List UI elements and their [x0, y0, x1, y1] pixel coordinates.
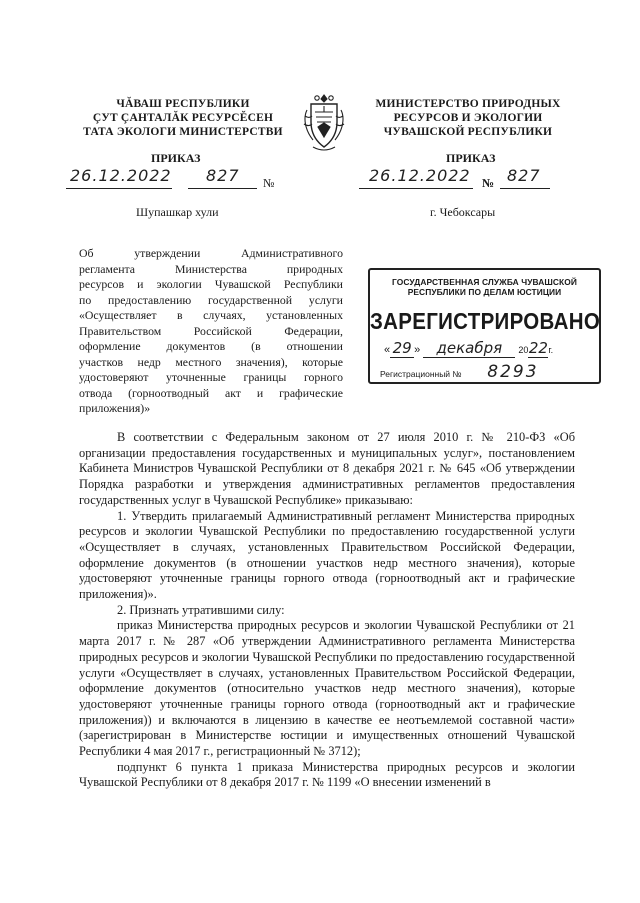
stamp-year-suffix: 22	[528, 339, 548, 357]
stamp-organization	[370, 277, 599, 297]
stamp-quote-open: «	[384, 344, 391, 356]
city-right: г. Чебоксары	[430, 205, 496, 219]
header-left-line: ТАТА ЭКОЛОГИ МИНИСТЕРСТВИ	[83, 126, 283, 138]
stamp-year-unit: г.	[548, 345, 554, 355]
stamp-org-line: ГОСУДАРСТВЕННАЯ СЛУЖБА ЧУВАШСКОЙ	[392, 277, 577, 287]
title-line: отвода (горноотводный акт и графические	[79, 385, 343, 400]
header-left-line: ÇУТ ÇАНТАЛĂК РЕСУРСĔСЕН	[92, 112, 274, 124]
document-title	[79, 246, 343, 417]
stamp-month: декабря	[423, 339, 515, 358]
stamp-date	[384, 339, 590, 358]
left-number-sign: №	[263, 176, 275, 190]
header-right-line: ЧУВАШСКОЙ РЕСПУБЛИКИ	[383, 126, 553, 138]
order-word-left: ПРИКАЗ	[151, 151, 201, 165]
body-paragraph: 2. Признать утратившими силу:	[117, 602, 285, 617]
stamp-quote-close: »	[414, 344, 421, 356]
right-number-sign: №	[482, 176, 495, 190]
body-paragraph: В соответствии с Федеральным законом от 27 июля 2010 г. № 210-ФЗ «Об организации предоставления государственных и муниципальных услуг», постановлением Кабинета Министров Чувашской Республики от 8 декабря 2021 г. № 645 «Об утверждении Порядка разработки и утверждения административных регламентов предоставления государственных услуг в Чувашской Республике» приказываю:	[79, 430, 575, 507]
city-left: Шупашкар хули	[136, 205, 219, 219]
body-paragraph: 1. Утвердить прилагаемый Административный регламент Министерства природных ресурсов и экологии Чувашской Республики по предоставлению государственной услуги «Осуществляет в случаях, установленных Правительством Российской Федерации, оформление документов (в отношении участков недр местного значения), которые удостоверяют уточненные границы горного отвода (горноотводный акт и графические приложения)».	[79, 508, 575, 602]
document-body	[79, 430, 575, 791]
title-line: Об утверждении Административного	[79, 246, 343, 260]
header-right	[363, 97, 573, 139]
registration-stamp	[368, 268, 601, 384]
title-line: оформление документов (в отношении	[79, 339, 343, 353]
left-date: 26.12.2022	[70, 166, 172, 185]
stamp-reg-label: Регистрационный №	[380, 369, 462, 379]
stamp-org-line: РЕСПУБЛИКИ ПО ДЕЛАМ ЮСТИЦИИ	[407, 287, 562, 297]
title-line: по предоставлению государственной услуги	[79, 292, 343, 307]
body-paragraph: подпункт 6 пункта 1 приказа Министерства природных ресурсов и экологии Чувашской Республики от 8 декабря 2017 г. № 1199 «О внесении изменений в	[79, 759, 575, 790]
stamp-year-prefix: 20	[518, 345, 529, 355]
body-paragraph: приказ Министерства природных ресурсов и экологии Чувашской Республики от 21 марта 2017 г. № 287 «Об утверждении Административного регламента Министерства природных ресурсов и экологии Чувашской Республики по предоставлению государственной услуги «Осуществляет в случаях, установленных Правительством Российской Федерации, оформление документов (относительно участков недр местного значения), которые удостоверяют уточненные границы горного отвода (горноотводный акт и графические приложения)) и включаются в лицензию в качестве ее неотъемлемой составной части» (зарегистрирован в Министерстве юстиции и имущественных отношений Чувашской Республики 4 мая 2017 г., регистрационный № 3712);	[79, 618, 575, 759]
order-word-right: ПРИКАЗ	[446, 151, 496, 165]
left-number: 827	[206, 166, 240, 185]
header-right-line: РЕСУРСОВ И ЭКОЛОГИИ	[393, 112, 543, 124]
stamp-reg-number-line	[380, 362, 590, 383]
title-line: приложения)»	[79, 401, 151, 415]
right-date: 26.12.2022	[369, 166, 471, 185]
stamp-day: 29	[390, 339, 414, 358]
title-line: удостоверяют уточненные границы горного	[79, 370, 343, 384]
header-left-line: ЧĂВАШ РЕСПУБЛИКИ	[116, 98, 250, 110]
stamp-reg-number: 8293	[464, 362, 562, 383]
stamp-registered: ЗАРЕГИСТРИРОВАНО	[370, 308, 601, 335]
title-line: «Осуществляет в случаях, установленных	[79, 308, 343, 322]
header-left	[70, 97, 296, 139]
title-line: участков недр местного значения), которые	[79, 354, 343, 369]
title-line: ресурсов и экологии Чувашской Республики	[79, 277, 343, 291]
header-right-line: МИНИСТЕРСТВО ПРИРОДНЫХ	[375, 98, 561, 110]
title-line: Правительством Российской Федерации,	[79, 323, 343, 338]
right-number: 827	[507, 166, 541, 185]
coat-of-arms-emblem	[299, 92, 349, 154]
title-line: регламента Министерства природных	[79, 261, 343, 276]
